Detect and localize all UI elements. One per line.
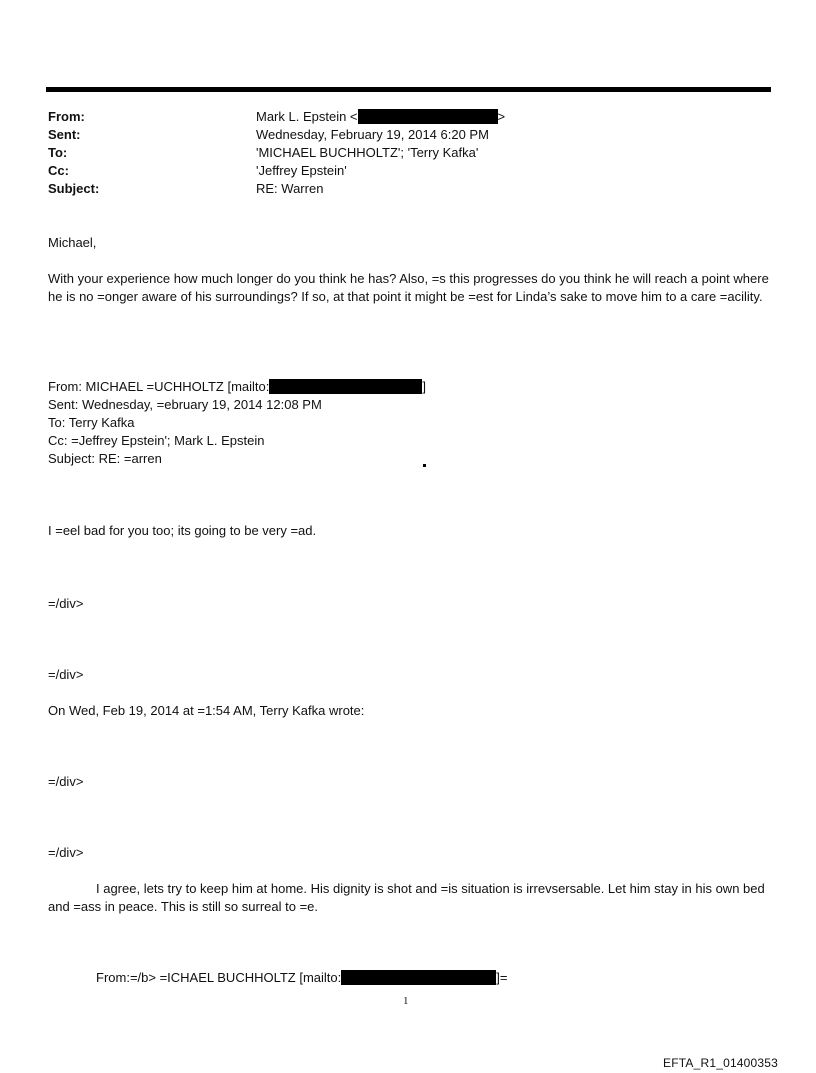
cc-value: 'Jeffrey Epstein': [256, 163, 347, 178]
from-label: From:: [48, 109, 85, 124]
quoted-from-2: [96, 969, 507, 987]
quoted-line: I =eel bad for you too; its going to be very =ad.: [48, 523, 317, 538]
quoted-subject: Subject: RE: =arren: [48, 451, 162, 466]
quoted-paragraph: I agree, lets try to keep him at home. His dignity is shot and =is situation is irrevsersable. Let him stay in his own bed and =ass in peace. This is still so surreal to =e.: [48, 881, 765, 914]
quoted-from-2-text: From:=/b> =ICHAEL BUCHHOLTZ [mailto:: [96, 970, 342, 985]
div-tag: =/div>: [48, 667, 84, 682]
quoted-from-bracket: ]: [422, 379, 427, 394]
quoted-from: [48, 378, 426, 396]
header-rule: [46, 87, 771, 92]
sent-value: Wednesday, February 19, 2014 6:20 PM: [256, 127, 489, 142]
div-tag: =/div>: [48, 774, 84, 789]
quoted-cc: Cc: =Jeffrey Epstein'; Mark L. Epstein: [48, 433, 265, 448]
quoted-from-text: From: MICHAEL =UCHHOLTZ [mailto:: [48, 379, 270, 394]
subject-label: Subject:: [48, 181, 100, 196]
div-tag: =/div>: [48, 596, 84, 611]
redaction-box: [341, 970, 496, 985]
stray-mark: [423, 464, 426, 467]
to-label: To:: [48, 145, 68, 160]
to-value: 'MICHAEL BUCHHOLTZ'; 'Terry Kafka': [256, 145, 479, 160]
from-value: [256, 108, 505, 126]
subject-value: RE: Warren: [256, 181, 324, 196]
bates-number: EFTA_R1_01400353: [663, 1056, 779, 1070]
from-name: Mark L. Epstein <: [256, 109, 358, 124]
quoted-from-2-bracket: ]=: [496, 970, 508, 985]
cc-label: Cc:: [48, 163, 69, 178]
greeting: Michael,: [48, 235, 97, 250]
on-wrote-line: On Wed, Feb 19, 2014 at =1:54 AM, Terry Kafka wrote:: [48, 703, 365, 718]
quoted-to: To: Terry Kafka: [48, 415, 135, 430]
page-number: 1: [403, 995, 409, 1007]
redaction-box: [269, 379, 422, 394]
redaction-box: [358, 109, 498, 124]
quoted-sent: Sent: Wednesday, =ebruary 19, 2014 12:08 PM: [48, 397, 322, 412]
body-paragraph: With your experience how much longer do you think he has? Also, =s this progresses do you think he will reach a point where he is no =onger aware of his surroundings? If so, at that point it might be =est for Linda’s sake to move him to a care =acility.: [48, 271, 769, 304]
from-bracket: >: [497, 109, 506, 124]
div-tag: =/div>: [48, 845, 84, 860]
sent-label: Sent:: [48, 127, 81, 142]
